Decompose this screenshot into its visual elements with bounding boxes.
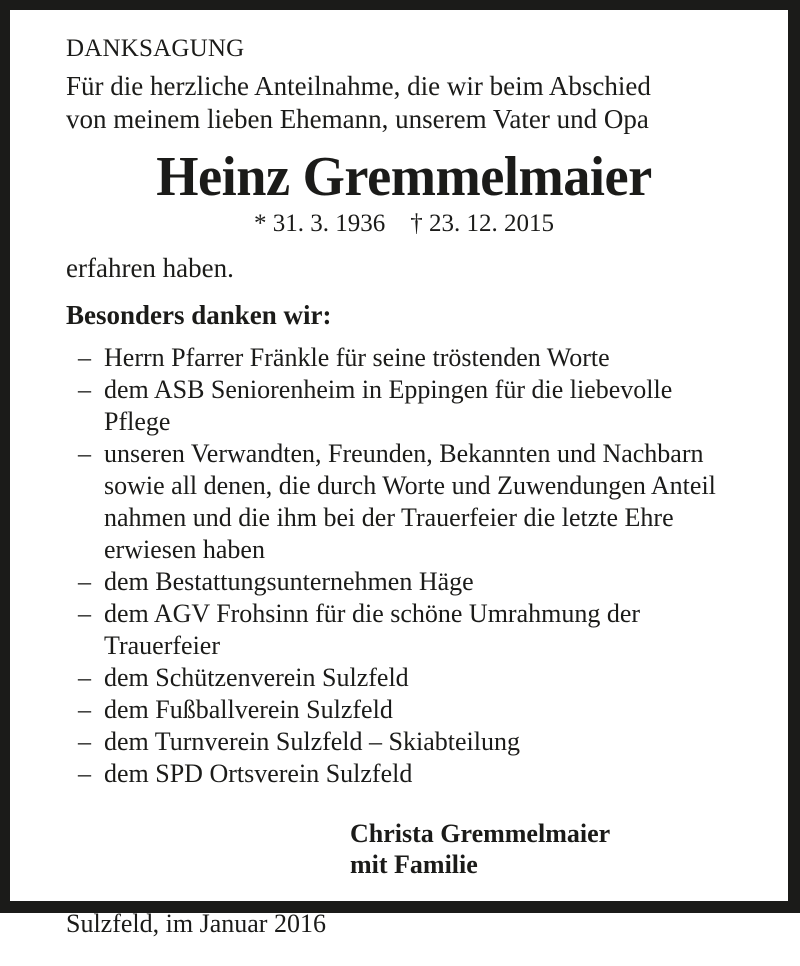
lead-line-1: Für die herzliche Anteilnahme, die wir beim Abschied [66, 71, 651, 101]
list-item [66, 566, 724, 598]
dash-bullet-icon: – [78, 727, 91, 756]
list-item [66, 438, 724, 566]
life-dates: * 31. 3. 1936 † 23. 12. 2015 [254, 210, 554, 237]
list-item [66, 758, 724, 790]
dash-bullet-icon: – [78, 663, 91, 692]
thanks-list [66, 342, 770, 790]
list-item [66, 374, 724, 438]
list-item-label: dem Schützenverein Sulzfeld [104, 663, 409, 692]
dash-bullet-icon: – [78, 375, 91, 404]
name-block [66, 146, 770, 239]
signature-block [66, 818, 770, 880]
place-and-date: Sulzfeld, im Januar 2016 [66, 909, 326, 938]
notice-content [66, 34, 770, 966]
list-item-label: dem Turnverein Sulzfeld – Skiabteilung [104, 727, 520, 756]
signature-name: Christa Gremmelmaier [350, 819, 611, 848]
list-item-label: dem SPD Ortsverein Sulzfeld [104, 759, 413, 788]
list-item [66, 662, 724, 694]
notice-kicker: DANKSAGUNG [66, 35, 245, 62]
list-item [66, 342, 724, 374]
dash-bullet-icon: – [78, 567, 91, 596]
list-item [66, 598, 724, 662]
deceased-name: Heinz Gremmelmaier [156, 146, 652, 208]
signature-family: mit Familie [350, 850, 478, 879]
list-item-label: Herrn Pfarrer Fränkle für seine tröstenden Worte [104, 343, 610, 372]
thanks-heading: Besonders danken wir: [66, 300, 332, 330]
list-item-label: dem Bestattungsunternehmen Häge [104, 567, 474, 596]
list-item-label: dem AGV Frohsinn für die schöne Umrahmung der Trauerfeier [104, 599, 641, 660]
dash-bullet-icon: – [78, 599, 91, 628]
dash-bullet-icon: – [78, 695, 91, 724]
dash-bullet-icon: – [78, 439, 91, 468]
list-item [66, 694, 724, 726]
list-item-label: dem ASB Seniorenheim in Eppingen für die liebevolle Pflege [104, 375, 673, 436]
list-item-label: dem Fußballverein Sulzfeld [104, 695, 393, 724]
lead-line-2: von meinem lieben Ehemann, unserem Vater und Opa [66, 104, 649, 134]
after-name-text: erfahren haben. [66, 253, 234, 283]
dash-bullet-icon: – [78, 343, 91, 372]
list-item-label: unseren Verwandten, Freunden, Bekannten und Nachbarn sowie all denen, die durch Worte und Zuwendungen Anteil nahmen und die ihm bei der Trauerfeier die letzte Ehre erwiesen haben [104, 439, 716, 564]
list-item [66, 726, 724, 758]
dash-bullet-icon: – [78, 759, 91, 788]
